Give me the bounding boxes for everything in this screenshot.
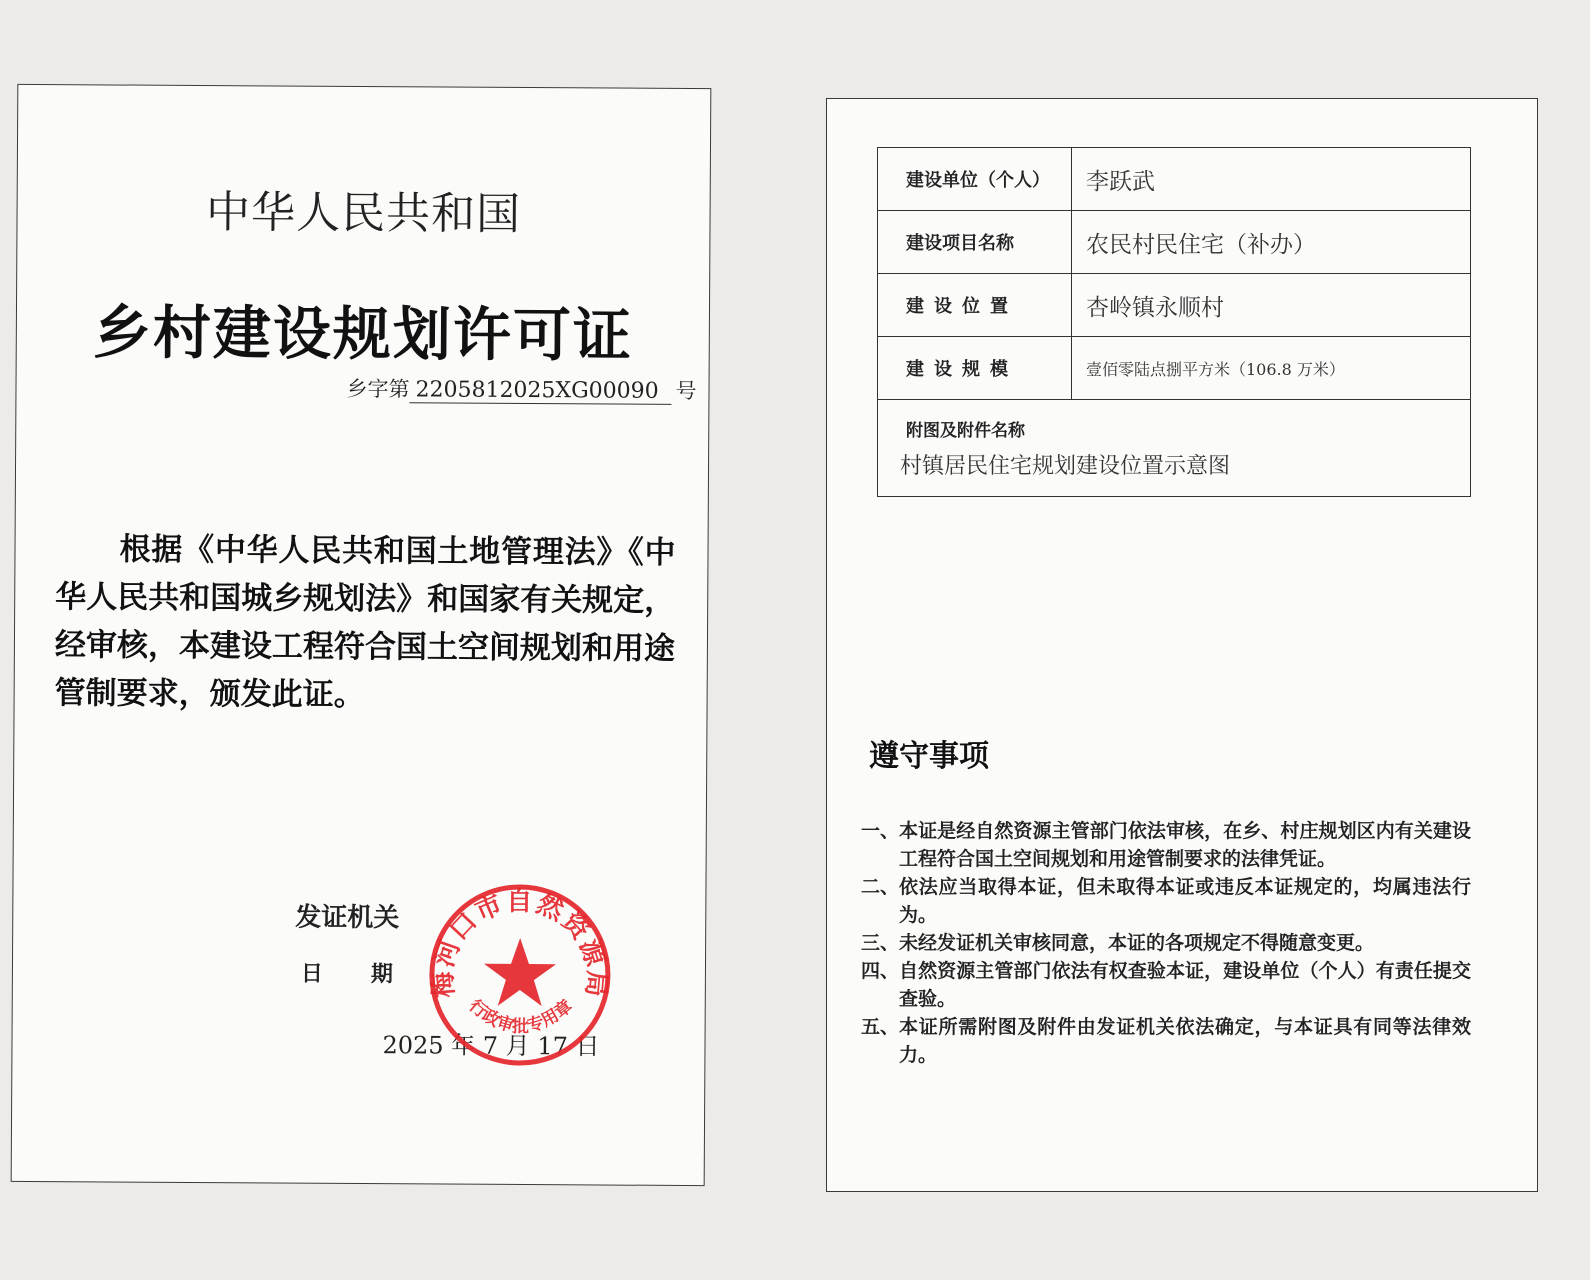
list-item xyxy=(861,1013,1471,1069)
rule-text: 本证所需附图及附件由发证机关依法确定，与本证具有同等法律效力。 xyxy=(899,1016,1471,1066)
table-row xyxy=(878,400,1471,497)
rule-text: 未经发证机关审核同意，本证的各项规定不得随意变更。 xyxy=(899,932,1375,954)
permit-number-suffix: 号 xyxy=(675,378,697,404)
rule-ordinal: 四、 xyxy=(861,960,900,982)
label-project-name: 建设项目名称 xyxy=(878,211,1072,274)
value-scale: 壹佰零陆点捌平方米（106.8 万米） xyxy=(1072,337,1471,400)
permit-number-prefix: 乡字第 xyxy=(346,376,410,402)
label-scale: 建设规模 xyxy=(878,337,1072,400)
value-applicant: 李跃武 xyxy=(1072,148,1471,211)
rule-text: 依法应当取得本证，但未取得本证或违反本证规定的，均属违法行为。 xyxy=(899,876,1471,926)
country-name: 中华人民共和国 xyxy=(205,187,522,240)
seal-subtext: 行政审批专用章 xyxy=(464,995,577,1037)
rules-list xyxy=(861,817,1471,1069)
attachment-value: 村镇居民住宅规划建设位置示意图 xyxy=(900,454,1231,479)
svg-text:行政审批专用章 xyxy=(465,995,577,1038)
date-label: 日期 xyxy=(300,961,442,988)
official-seal xyxy=(424,879,615,1070)
value-location: 杏岭镇永顺村 xyxy=(1072,274,1471,337)
label-applicant: 建设单位（个人） xyxy=(878,148,1072,211)
issue-date: 2025 年 7 月 17 日 xyxy=(382,1031,600,1061)
value-project-name: 农民村民住宅（补办） xyxy=(1072,211,1471,274)
seal-star-icon xyxy=(484,938,556,1006)
list-item xyxy=(861,873,1471,929)
permit-body-text: 根据《中华人民共和国土地管理法》《中华人民共和国城乡规划法》和国家有关规定，经审核，本建设工程符合国土空间规划和用途管制要求，颁发此证。 xyxy=(54,531,676,714)
table-row xyxy=(878,148,1471,211)
table-row xyxy=(878,211,1471,274)
permit-back-page xyxy=(826,98,1538,1192)
issuer-label: 发证机关 xyxy=(295,902,400,934)
project-info-table xyxy=(877,147,1471,497)
permit-title: 乡村建设规划许可证 xyxy=(92,298,634,370)
list-item xyxy=(861,817,1471,873)
rule-ordinal: 一、 xyxy=(861,820,900,842)
rule-text: 本证是经自然资源主管部门依法审核，在乡、村庄规划区内有关建设工程符合国土空间规划和用途管制要求的法律凭证。 xyxy=(899,820,1471,870)
list-item xyxy=(861,957,1471,1013)
table-row xyxy=(878,274,1471,337)
table-row xyxy=(878,337,1471,400)
rule-ordinal: 三、 xyxy=(861,932,900,954)
rule-text: 自然资源主管部门依法有权查验本证，建设单位（个人）有责任提交查验。 xyxy=(899,960,1471,1010)
permit-number: 2205812025XG00090 xyxy=(409,377,671,405)
permit-front-page xyxy=(11,84,712,1186)
list-item xyxy=(861,929,1471,957)
seal-text: 梅河口市自然资源局 xyxy=(428,886,612,1000)
rules-title: 遵守事项 xyxy=(869,739,989,774)
attachment-label: 附图及附件名称 xyxy=(906,421,1025,441)
label-location: 建设位置 xyxy=(878,274,1072,337)
rule-ordinal: 五、 xyxy=(861,1016,900,1038)
permit-number-row xyxy=(346,373,696,405)
rule-ordinal: 二、 xyxy=(861,876,900,898)
attachment-cell xyxy=(878,400,1471,497)
